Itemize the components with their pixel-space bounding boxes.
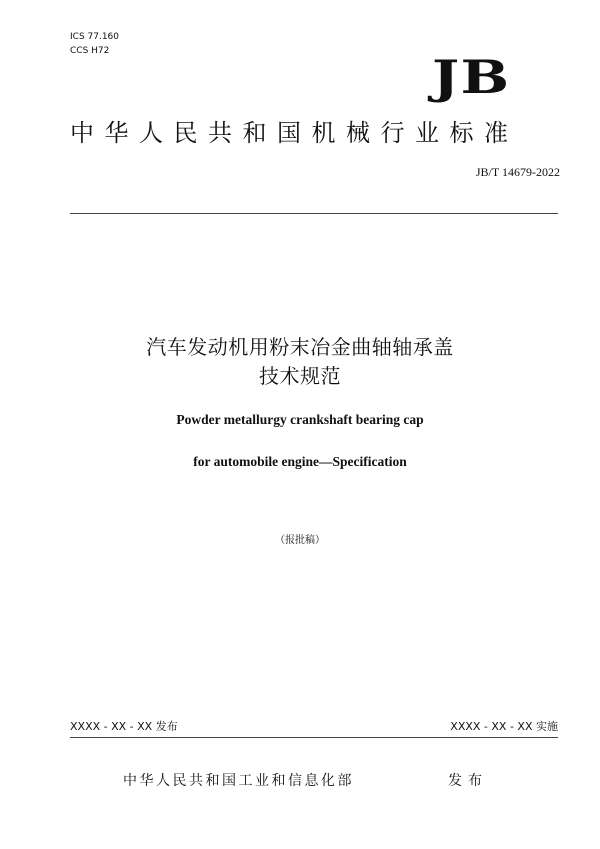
title-cn-line2: 技术规范 bbox=[259, 364, 341, 388]
ccs-code: CCS H72 bbox=[70, 46, 110, 56]
jb-logo: JB bbox=[432, 50, 511, 104]
standard-number: JB/T 14679-2022 bbox=[475, 165, 560, 179]
title-cn-line1: 汽车发动机用粉末冶金曲轴轴承盖 bbox=[146, 335, 454, 359]
ics-code: ICS 77.160 bbox=[70, 32, 120, 42]
issuing-authority: 中华人民共和国工业和信息化部 bbox=[123, 773, 354, 789]
top-divider bbox=[70, 213, 558, 214]
standard-type-heading: 中华人民共和国机械行业标准 bbox=[70, 119, 519, 147]
title-en-line2: for automobile engine—Specification bbox=[193, 454, 407, 469]
publish-label: 发布 bbox=[448, 773, 488, 789]
implement-date: XXXX - XX - XX 实施 bbox=[450, 720, 558, 733]
issue-date: XXXX - XX - XX 发布 bbox=[70, 720, 178, 733]
bottom-divider bbox=[70, 737, 558, 738]
title-en-line1: Powder metallurgy crankshaft bearing cap bbox=[176, 412, 424, 427]
draft-note: （报批稿） bbox=[275, 535, 325, 546]
